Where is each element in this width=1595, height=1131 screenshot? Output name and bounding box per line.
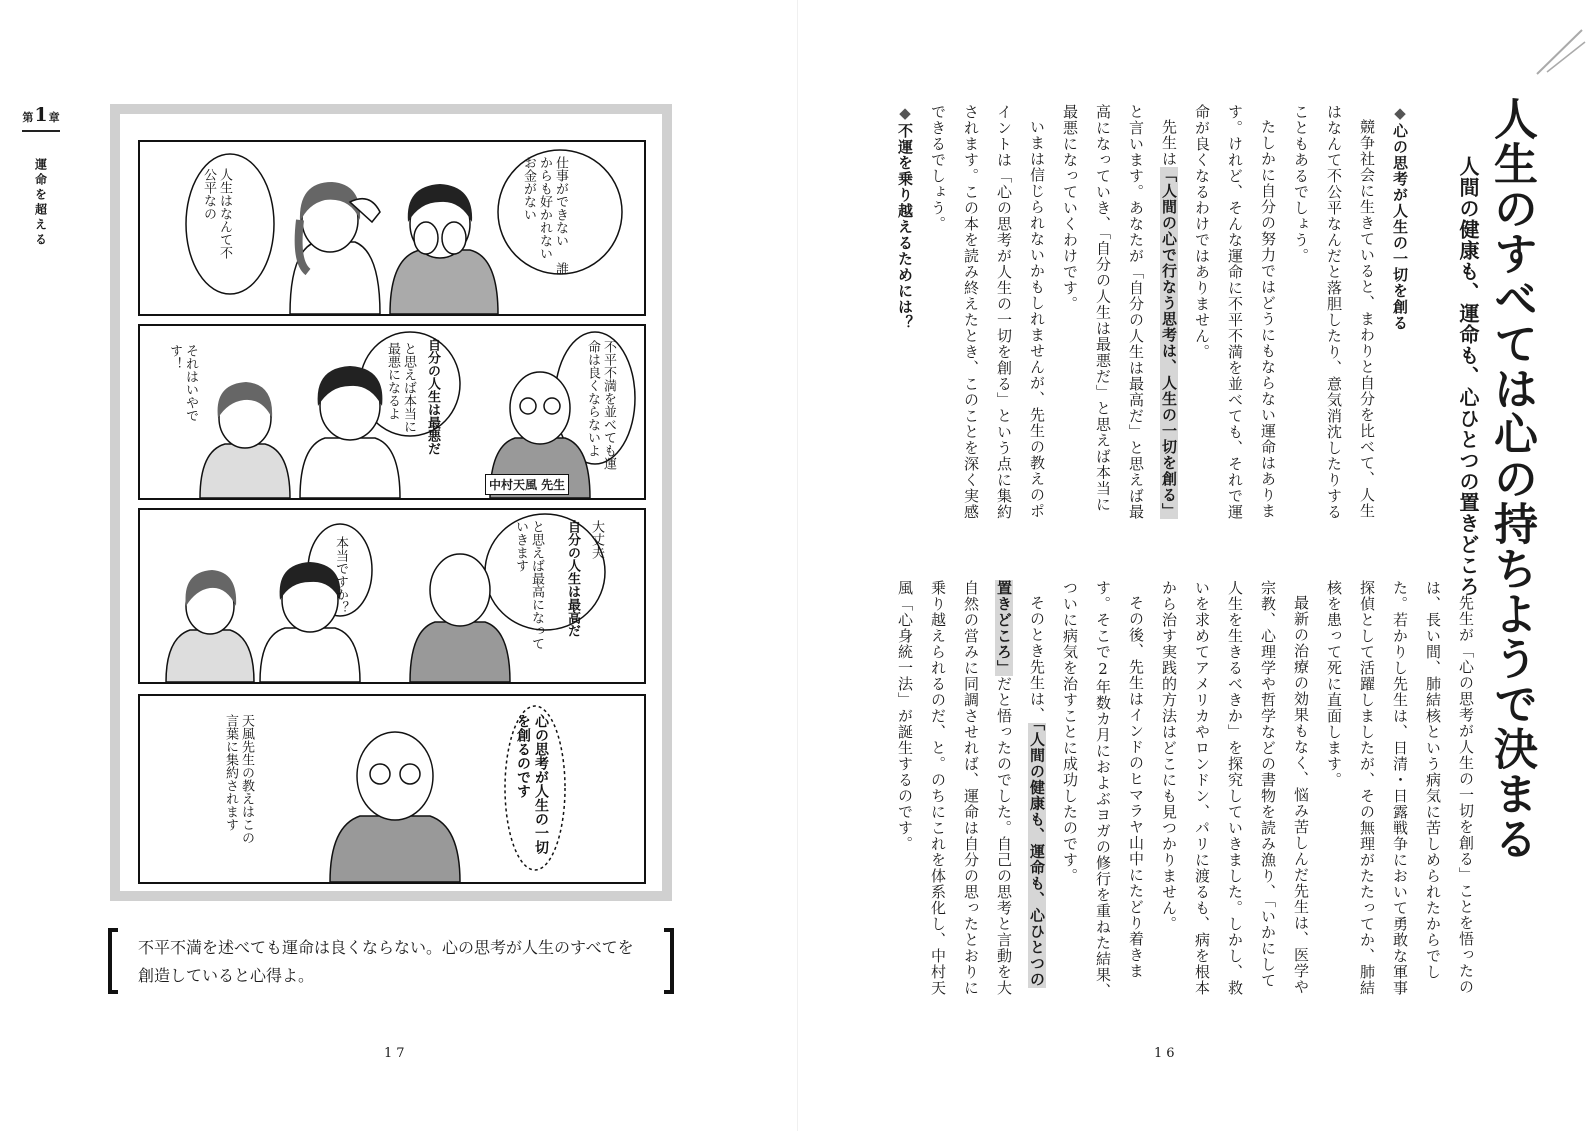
sensei-name-tag: 中村天風 先生 xyxy=(485,474,569,495)
manga-panel-4 xyxy=(138,694,646,884)
section-1-paragraph-3: 先生は「人間の心で行なう思考は、人生の一切を創る」と言います。あなたが「自分の人生は最高だ」と思えば最高になっていき、「自分の人生は最悪だ」と思えば本当に最悪になっていくわけです。 xyxy=(1061,104,1178,520)
quote-bracket-left xyxy=(108,928,118,994)
panel-3-bubble-b-bold: 自分の人生は最高だ xyxy=(565,520,580,637)
panel-2-bubble-b-bold: 自分の人生は最悪だ xyxy=(425,338,440,455)
highlight-1: 「人間の心で行なう思考は、人生の一切を創る」 xyxy=(1160,167,1178,519)
section-2-paragraph-1: 先生が「心の思考が人生の一切を創る」ことを悟ったのは、長い間、肺結核という病気に苦しめられたからでした。若かりし先生は、日清・日露戦争において勇敢な軍事探偵として活躍しましたが、その無理がたたってか、肺結核を患って死に直面します。 xyxy=(1325,580,1475,996)
page-number-right: 16 xyxy=(1154,1046,1179,1061)
section-1-paragraph-2: たしかに自分の努力ではどうにもならない運命はあります。けれど、そんな運命に不平不満を並べても、それで運命が良くなるわけではありません。 xyxy=(1193,104,1277,520)
man-figure xyxy=(390,184,498,314)
chapter-tab xyxy=(18,104,64,268)
chapter-title: 運命を超える xyxy=(33,158,48,248)
panel-4-art xyxy=(140,696,644,882)
section-2-paragraph-4: そのとき先生は、「人間の健康も、運命も、心ひとつの置きどころ」だと悟ったのでした。自己の思考と言動を大自然の営みに同調させれば、運命は自分の思ったとおりに乗り越えられるのだ、と。のちにこれを体系化し、中村天風「心身統一法」が誕生するのです。 xyxy=(896,580,1046,996)
woman-figure xyxy=(200,382,290,498)
woman-figure xyxy=(166,570,254,682)
section-2-paragraph-3: その後、先生はインドのヒマラヤ山中にたどり着きます。そこで2年数カ月におよぶヨガの修行を重ねた結果、ついに病気を治すことに成功したのです。 xyxy=(1061,580,1145,999)
section-1-heading: ◆心の思考が人生の一切を創る xyxy=(1391,104,1409,331)
page-number-left: 17 xyxy=(384,1046,409,1061)
section-2-paragraph-2: 最新の治療の効果もなく、悩み苦しんだ先生は、医学や宗教、心理学や哲学などの書物を読み漁り、「いかにして人生を生きるべきか」を探究していきました。しかし、救いを求めてアメリカやロンドン、パリに渡るも、病を根本から治す実践的方法はどこにも見つかりません。 xyxy=(1160,580,1310,996)
sensei-figure xyxy=(330,732,460,882)
main-title: 人生のすべては心の持ちようで決まる xyxy=(1486,96,1537,861)
section-2 xyxy=(888,580,1475,1000)
section-1-paragraph-4: いまは信じられないかもしれませんが、先生の教えのポイントは「心の思考が人生の一切を創る」という点に集約されます。この本を読み終えたとき、このことを深く実感できるでしょう。 xyxy=(929,104,1046,520)
corner-decoration xyxy=(1527,24,1587,84)
manga-panel-2 xyxy=(138,324,646,500)
section-1-body xyxy=(888,104,1416,524)
quote-box xyxy=(108,928,674,998)
panel-4-caption: 天風先生の教えはこの言葉に集約されます xyxy=(223,714,254,844)
panel-3-bubble-b: と思えば最高になっていきます xyxy=(513,520,544,650)
panel-1-bubble-a: 仕事ができない 誰からも好かれない お金がない xyxy=(521,156,568,275)
manga-panel-1 xyxy=(138,140,646,316)
quote-text: 不平不満を述べても運命は良くならない。心の思考が人生のすべてを創造していると心得よ。 xyxy=(138,938,634,985)
section-2-body xyxy=(888,580,1482,1000)
section-1 xyxy=(888,104,1418,524)
woman-figure xyxy=(290,182,380,314)
left-page xyxy=(0,0,797,1131)
panel-2-bubble-b: と思えば本当に最悪になるよ xyxy=(385,342,416,433)
panel-2-bubble-a: 不平不満を並べても運命は良くならないよ xyxy=(585,340,616,470)
manga-panel-3 xyxy=(138,508,646,684)
sub-title: 人間の健康も、運命も、心ひとつの置きどころ xyxy=(1456,156,1480,597)
section-1-paragraph-1: 競争社会に生きていると、まわりと自分を比べて、人生はなんて不公平なんだと落胆したり、意気消沈したりすることもあるでしょう。 xyxy=(1292,104,1376,520)
panel-4-bubble-a-bold: 心の思考が人生の一切を創るのです xyxy=(515,714,549,854)
section-2-heading: ◆不運を乗り越えるためには？ xyxy=(896,104,914,331)
panel-1-bubble-b: 人生はなんて不公平なの xyxy=(201,168,232,259)
manga-strip xyxy=(110,104,672,901)
panel-3-bubble-c: 本当ですか？ xyxy=(333,536,348,614)
panel-2-bubble-c: それはいやです！ xyxy=(167,344,198,422)
chapter-rule xyxy=(22,130,60,132)
highlight-2: 「人間の健康も、運命も、心ひとつの置きどころ」 xyxy=(995,580,1046,988)
quote-bracket-right xyxy=(664,928,674,994)
panel-3-bubble-a: 大丈夫 xyxy=(589,520,604,559)
chapter-number: 第1章 xyxy=(22,104,60,126)
right-page xyxy=(798,0,1595,1131)
